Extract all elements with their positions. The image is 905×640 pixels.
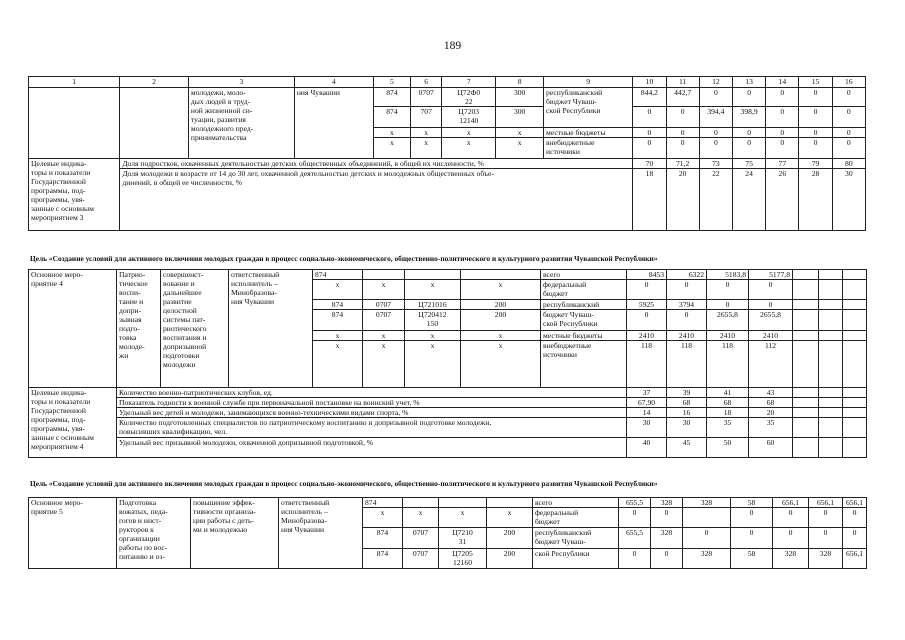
section-code: x: [411, 128, 442, 138]
value-cell: 394,4: [699, 107, 732, 128]
expense-code: 200: [487, 528, 533, 549]
value-cell: 30: [667, 418, 707, 438]
value-cell: [793, 270, 819, 280]
column-number-cell: 13: [732, 77, 765, 88]
value-cell: 45: [667, 438, 707, 458]
value-cell: 0: [809, 508, 843, 528]
value-cell: 22: [699, 169, 732, 231]
measure-description: молодежи, моло- дых людей в труд- ной жизненной си- туации, развития молодежного пред- принимательства: [188, 88, 294, 159]
value-cell: [843, 418, 867, 438]
financing-source: местные бюджеты: [541, 331, 627, 341]
value-cell: [819, 300, 843, 310]
program-table-part3: [28, 497, 867, 569]
value-cell: 28: [799, 169, 832, 231]
value-cell: 0: [773, 508, 809, 528]
gr-code: x: [313, 331, 363, 341]
value-cell: 0: [619, 508, 651, 528]
value-cell: [793, 300, 819, 310]
section-code: [403, 498, 439, 508]
value-cell: 0: [667, 310, 707, 331]
value-cell: [793, 438, 819, 458]
column-number-cell: 16: [832, 77, 865, 88]
value-cell: 14: [627, 408, 667, 418]
value-cell: 0: [699, 88, 732, 107]
financing-source: внебюджетные источники: [541, 341, 627, 388]
value-cell: 39: [667, 388, 707, 398]
measure-subject: Подготовка вожатых, педа- гогов и инст- рукторов к организации работы по вос- питанию и оз-: [117, 498, 191, 569]
expense-code: 200: [487, 549, 533, 569]
section-code: 0707: [403, 528, 439, 549]
financing-source: федеральный бюджет: [533, 508, 619, 528]
cell-empty: [120, 88, 189, 159]
target-code: Ц7210 31: [439, 528, 487, 549]
value-cell: 118: [707, 341, 749, 388]
value-cell: 75: [732, 159, 765, 169]
financing-source: республиканский: [541, 300, 627, 310]
value-cell: 0: [799, 88, 832, 107]
indicators-label: Целевые индика- торы и показатели Государственной программы, под- программы, увя- занные с основным мероприятием 3: [29, 159, 120, 231]
target-code: [439, 498, 487, 508]
indicator-text: Количество подготовленных специалистов по патриотическому воспитанию и допризывной подготовке молодежи, повысивших квалификацию, чел.: [117, 418, 627, 438]
value-cell: [843, 300, 867, 310]
measure-title: Основное меро- приятие 4: [29, 270, 117, 388]
measure-goal: совершенст- вование и дальнейшее развитие целостной системы пат- риотического воспитания и допризывной подготовки молодежи: [161, 270, 229, 388]
gr-code: 874: [363, 528, 403, 549]
value-cell: [819, 341, 843, 388]
section-code: 0707: [411, 88, 442, 107]
value-cell: [819, 398, 843, 408]
value-cell: 70: [633, 159, 666, 169]
gr-code: 874: [313, 300, 363, 310]
value-cell: [819, 438, 843, 458]
value-cell: 0: [633, 138, 666, 159]
value-cell: 18: [633, 169, 666, 231]
target-code: Ц721016: [405, 300, 461, 310]
value-cell: 398,9: [732, 107, 765, 128]
value-cell: 0: [832, 138, 865, 159]
value-cell: [819, 310, 843, 331]
value-cell: 844,2: [633, 88, 666, 107]
indicators-label: Целевые индика- торы и показатели Государственной программы, под- программы, увя- занные с основным мероприятием 4: [29, 388, 117, 458]
value-cell: 328: [683, 498, 731, 508]
value-cell: 68: [749, 398, 793, 408]
value-cell: 0: [707, 300, 749, 310]
gr-code: 874: [313, 270, 363, 280]
value-cell: 0: [773, 528, 809, 549]
value-cell: 43: [749, 388, 793, 398]
gr-code: 874: [313, 310, 363, 331]
value-cell: 68: [667, 398, 707, 408]
cell-empty: [29, 88, 120, 159]
target-code: x: [439, 508, 487, 528]
executor: ответственный исполнитель – Минобразова- ния Чувашии: [279, 498, 363, 569]
table-block-3: [28, 497, 866, 569]
value-cell: 328: [651, 528, 683, 549]
column-number-cell: 7: [442, 77, 496, 88]
value-cell: 0: [731, 508, 773, 528]
value-cell: [819, 388, 843, 398]
value-cell: 328: [809, 549, 843, 569]
section-code: x: [411, 138, 442, 159]
target-code: Ц720412 150: [405, 310, 461, 331]
program-table-part1: [28, 76, 866, 231]
column-number-cell: 2: [120, 77, 189, 88]
expense-code: 300: [496, 107, 544, 128]
value-cell: 0: [707, 280, 749, 300]
value-cell: 80: [832, 159, 865, 169]
value-cell: 2410: [667, 331, 707, 341]
value-cell: 41: [707, 388, 749, 398]
value-cell: 35: [749, 418, 793, 438]
value-cell: 58: [731, 549, 773, 569]
value-cell: 0: [633, 107, 666, 128]
value-cell: 58: [731, 498, 773, 508]
value-cell: 0: [627, 280, 667, 300]
indicator-text: Показатель годности к военной службе при первоначальной постановке на воинский учет, %: [117, 398, 627, 408]
column-number-cell: 15: [799, 77, 832, 88]
value-cell: 79: [799, 159, 832, 169]
value-cell: 656,1: [843, 549, 867, 569]
financing-source: местные бюджеты: [544, 128, 633, 138]
value-cell: 60: [749, 438, 793, 458]
value-cell: 0: [832, 107, 865, 128]
value-cell: 0: [732, 138, 765, 159]
value-cell: 0: [619, 549, 651, 569]
gr-code: x: [373, 138, 410, 159]
value-cell: 0: [666, 128, 699, 138]
value-cell: 656,1: [773, 498, 809, 508]
value-cell: 2410: [627, 331, 667, 341]
value-cell: 71,2: [666, 159, 699, 169]
value-cell: 328: [651, 498, 683, 508]
value-cell: 2655,8: [707, 310, 749, 331]
value-cell: [793, 388, 819, 398]
goal-heading-1: Цель «Создание условий для активного включения молодых граждан в процесс социально-экономического, общественно-политического и культурного развития Чувашской Республики»: [30, 254, 658, 263]
value-cell: [819, 280, 843, 300]
value-cell: 30: [627, 418, 667, 438]
target-code: x: [405, 280, 461, 300]
executor: ответственный исполнитель – Минобразова- ния Чувашии: [229, 270, 313, 388]
gr-code: x: [363, 508, 403, 528]
column-number-cell: 4: [294, 77, 373, 88]
value-cell: 5177,8: [749, 270, 793, 280]
indicator-text: Удельный вес детей и молодежи, занимающихся военно-техническими видами спорта, %: [117, 408, 627, 418]
value-cell: [843, 270, 867, 280]
value-cell: 0: [731, 528, 773, 549]
value-cell: 656,1: [809, 498, 843, 508]
expense-code: [487, 498, 533, 508]
financing-source: республиканский бюджет Чуваш- ской Республики: [544, 88, 633, 128]
gr-code: 874: [373, 88, 410, 107]
financing-source: внебюджетные источники: [544, 138, 633, 159]
target-code: Ц72Ф0 22: [442, 88, 496, 107]
gr-code: 874: [363, 498, 403, 508]
expense-code: x: [461, 341, 541, 388]
value-cell: [843, 280, 867, 300]
column-number-cell: 1: [29, 77, 120, 88]
program-table-part2: [28, 269, 867, 458]
column-number-cell: 3: [188, 77, 294, 88]
table-block-2: [28, 269, 866, 458]
column-number-cell: 5: [373, 77, 410, 88]
value-cell: [843, 310, 867, 331]
value-cell: [793, 341, 819, 388]
value-cell: 5183,8: [707, 270, 749, 280]
gr-code: 874: [373, 107, 410, 128]
value-cell: 0: [766, 88, 799, 107]
value-cell: 0: [799, 128, 832, 138]
value-cell: 2410: [707, 331, 749, 341]
value-cell: [793, 310, 819, 331]
section-code: x: [363, 331, 405, 341]
value-cell: [683, 508, 731, 528]
value-cell: 0: [732, 88, 765, 107]
value-cell: [843, 398, 867, 408]
value-cell: [843, 341, 867, 388]
financing-source: федеральный бюджет: [541, 280, 627, 300]
value-cell: 0: [627, 310, 667, 331]
section-code: 0707: [403, 549, 439, 569]
value-cell: 3794: [667, 300, 707, 310]
value-cell: [793, 408, 819, 418]
expense-code: x: [461, 331, 541, 341]
expense-code: x: [487, 508, 533, 528]
column-number-cell: 10: [633, 77, 666, 88]
measure-goal: повышение эффек- тивности организа- ции работы с деть- ми и молодежью: [191, 498, 279, 569]
value-cell: 20: [749, 408, 793, 418]
value-cell: 118: [667, 341, 707, 388]
value-cell: [793, 418, 819, 438]
column-number-header: [29, 77, 866, 88]
value-cell: 18: [707, 408, 749, 418]
value-cell: 0: [732, 128, 765, 138]
value-cell: [793, 398, 819, 408]
value-cell: [843, 438, 867, 458]
value-cell: 37: [627, 388, 667, 398]
indicator-text: Количество военно-патриотических клубов, ед.: [117, 388, 627, 398]
value-cell: 50: [707, 438, 749, 458]
value-cell: 0: [666, 107, 699, 128]
value-cell: [843, 331, 867, 341]
value-cell: 16: [667, 408, 707, 418]
value-cell: 30: [832, 169, 865, 231]
expense-code: 200: [461, 300, 541, 310]
measure-title: Основное меро- приятие 5: [29, 498, 117, 569]
column-number-cell: 6: [411, 77, 442, 88]
target-code: x: [442, 128, 496, 138]
section-code: 0707: [363, 310, 405, 331]
value-cell: 8453: [627, 270, 667, 280]
value-cell: 0: [699, 128, 732, 138]
financing-source: республиканский бюджет Чуваш-: [533, 528, 619, 549]
value-cell: 0: [633, 128, 666, 138]
value-cell: 328: [683, 549, 731, 569]
value-cell: 0: [809, 528, 843, 549]
executor: ния Чувашии: [294, 88, 373, 159]
value-cell: [819, 270, 843, 280]
indicator-text: Удельный вес призывной молодежи, охваченной допризывной подготовкой, %: [117, 438, 627, 458]
column-number-cell: 12: [699, 77, 732, 88]
value-cell: 2655,8: [749, 310, 793, 331]
value-cell: 0: [843, 508, 867, 528]
column-number-cell: 14: [766, 77, 799, 88]
value-cell: 0: [766, 138, 799, 159]
value-cell: 0: [749, 300, 793, 310]
page-number: 189: [443, 40, 462, 52]
goal-heading-2: Цель «Создание условий для активного включения молодых граждан в процесс социально-экономического, общественно-политического и культурного развития Чувашской Республики»: [30, 479, 658, 488]
column-number-cell: 8: [496, 77, 544, 88]
value-cell: 0: [683, 528, 731, 549]
value-cell: 68: [707, 398, 749, 408]
section-code: [363, 270, 405, 280]
value-cell: 2410: [749, 331, 793, 341]
value-cell: 77: [766, 159, 799, 169]
financing-source: всего: [541, 270, 627, 280]
value-cell: 67,90: [627, 398, 667, 408]
value-cell: 0: [843, 528, 867, 549]
expense-code: x: [496, 128, 544, 138]
gr-code: 874: [363, 549, 403, 569]
column-number-cell: 11: [666, 77, 699, 88]
target-code: Ц7203 12140: [442, 107, 496, 128]
value-cell: 26: [766, 169, 799, 231]
gr-code: x: [373, 128, 410, 138]
value-cell: 0: [799, 138, 832, 159]
measure-subject: Патрио- тическое воспи- тание и допри- зывная подго- товка молоде- жи: [117, 270, 161, 388]
expense-code: 200: [461, 310, 541, 331]
value-cell: 35: [707, 418, 749, 438]
target-code: x: [405, 331, 461, 341]
target-code: x: [442, 138, 496, 159]
value-cell: 0: [832, 128, 865, 138]
value-cell: 6322: [667, 270, 707, 280]
financing-source: ской Республики: [533, 549, 619, 569]
value-cell: 24: [732, 169, 765, 231]
value-cell: [843, 388, 867, 398]
value-cell: 118: [627, 341, 667, 388]
value-cell: 0: [666, 138, 699, 159]
value-cell: 112: [749, 341, 793, 388]
indicator-text: Доля молодежи в возрасте от 14 до 30 лет, охваченной деятельностью детских и молодежных общественных объе- динений, в общей ее численности, %: [120, 169, 633, 231]
financing-source: бюджет Чуваш- ской Республики: [541, 310, 627, 331]
section-code: x: [363, 280, 405, 300]
indicator-text: Доля подростков, охваченных деятельностью детских общественных объединений, в общей их численности, %: [120, 159, 633, 169]
value-cell: 20: [666, 169, 699, 231]
target-code: x: [405, 341, 461, 388]
table-block-1: [28, 76, 866, 231]
target-code: Ц7205 12160: [439, 549, 487, 569]
value-cell: 0: [651, 549, 683, 569]
value-cell: 655,5: [619, 498, 651, 508]
expense-code: [461, 270, 541, 280]
column-number-cell: 9: [544, 77, 633, 88]
value-cell: 0: [799, 107, 832, 128]
expense-code: 300: [496, 88, 544, 107]
gr-code: x: [313, 280, 363, 300]
value-cell: 442,7: [666, 88, 699, 107]
target-code: [405, 270, 461, 280]
value-cell: 656,1: [843, 498, 867, 508]
financing-source: всего: [533, 498, 619, 508]
value-cell: 0: [699, 138, 732, 159]
value-cell: 0: [749, 280, 793, 300]
value-cell: 0: [667, 280, 707, 300]
value-cell: 328: [773, 549, 809, 569]
expense-code: x: [461, 280, 541, 300]
value-cell: [819, 331, 843, 341]
expense-code: x: [496, 138, 544, 159]
value-cell: 0: [832, 88, 865, 107]
value-cell: [819, 408, 843, 418]
value-cell: [793, 331, 819, 341]
section-code: x: [363, 341, 405, 388]
value-cell: 0: [766, 107, 799, 128]
gr-code: x: [313, 341, 363, 388]
section-code: 0707: [363, 300, 405, 310]
value-cell: [819, 418, 843, 438]
section-code: x: [403, 508, 439, 528]
value-cell: [793, 280, 819, 300]
value-cell: 655,5: [619, 528, 651, 549]
value-cell: 5925: [627, 300, 667, 310]
value-cell: [843, 408, 867, 418]
value-cell: 0: [766, 128, 799, 138]
section-code: 707: [411, 107, 442, 128]
value-cell: 40: [627, 438, 667, 458]
value-cell: 73: [699, 159, 732, 169]
value-cell: 0: [651, 508, 683, 528]
